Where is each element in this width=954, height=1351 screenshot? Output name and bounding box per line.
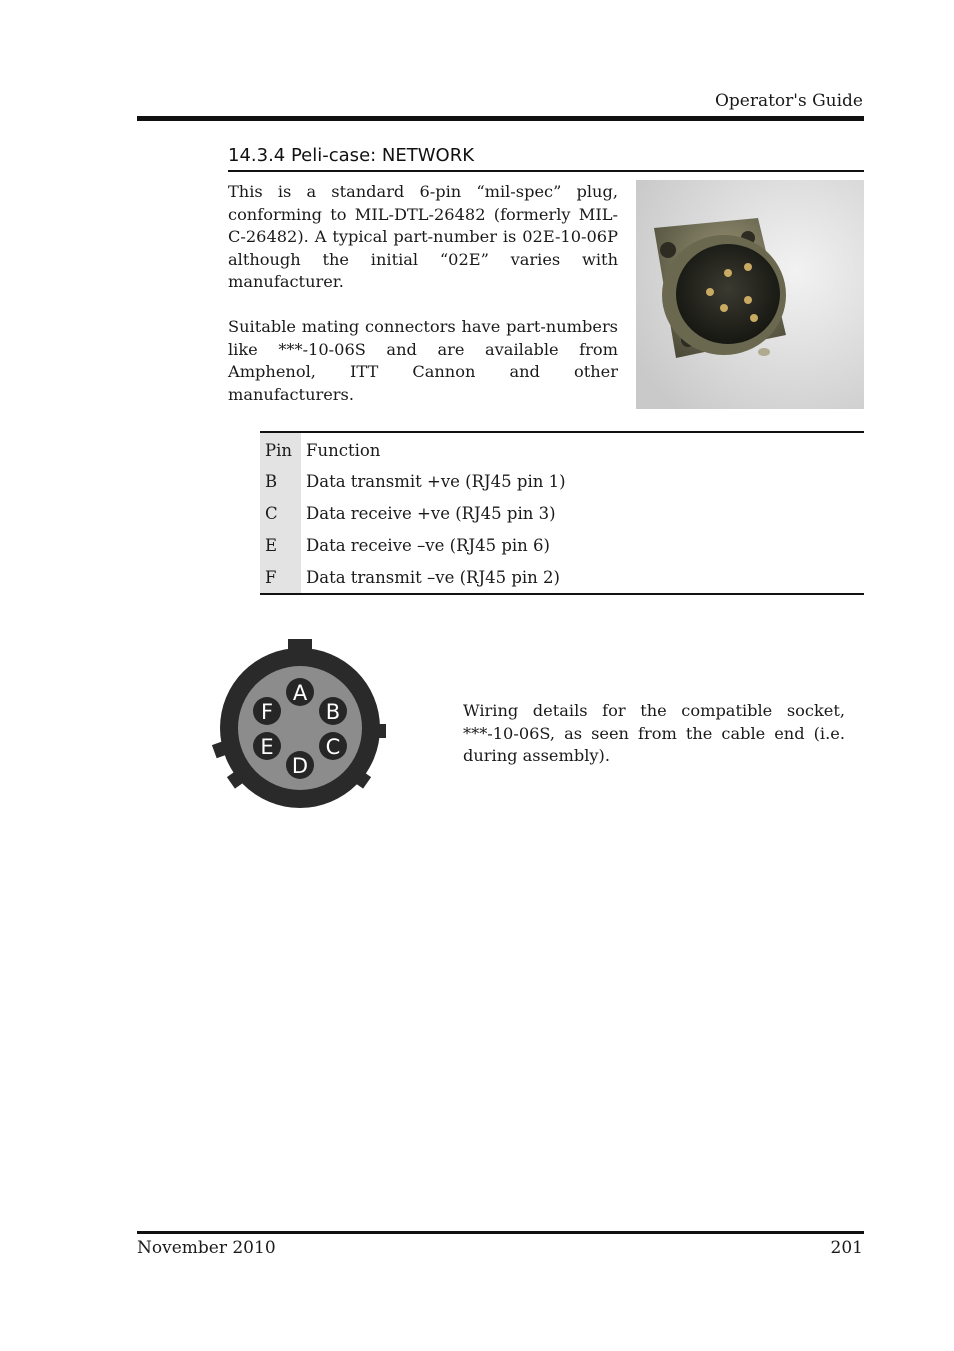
function-cell: Data receive +ve (RJ45 pin 3) <box>306 503 556 523</box>
table-header-row <box>260 433 864 465</box>
pin-label-c: C <box>325 735 341 759</box>
pin-label-d: D <box>291 754 309 778</box>
pin-cell: C <box>260 497 301 529</box>
pin-label-a: A <box>292 681 308 705</box>
table-row <box>260 561 864 593</box>
diagram-caption: Wiring details for the compatible socket, ***-10-06S, as seen from the cable end (i.e. during assembly). <box>463 701 845 766</box>
pin-cell: F <box>260 561 301 593</box>
footer-rule <box>137 1231 864 1234</box>
pin-cell: E <box>260 529 301 561</box>
pin-label-b: B <box>325 700 341 724</box>
running-header: Operator's Guide <box>714 91 863 111</box>
function-cell: Data receive –ve (RJ45 pin 6) <box>306 535 550 555</box>
table-row <box>260 465 864 497</box>
header-rule <box>137 116 864 121</box>
pin-label-f: F <box>260 700 274 724</box>
function-cell: Data transmit +ve (RJ45 pin 1) <box>306 471 566 491</box>
page-number: 201 <box>830 1238 863 1258</box>
section-rule <box>228 170 864 172</box>
pin-column-header: Pin <box>260 433 301 465</box>
function-column-header: Function <box>306 440 381 460</box>
socket-pinout-diagram <box>210 636 390 812</box>
section-title: 14.3.4 Peli-case: NETWORK <box>228 145 475 166</box>
function-cell: Data transmit –ve (RJ45 pin 2) <box>306 567 560 587</box>
mating-connectors-paragraph: Suitable mating connectors have part-numbers like ***-10-06S and are available from Amphenol, ITT Cannon and other manufacturers. <box>228 317 618 404</box>
connector-photo <box>636 180 864 409</box>
pin-label-e: E <box>260 735 274 759</box>
pin-function-table <box>260 431 864 595</box>
table-row <box>260 529 864 561</box>
intro-paragraph: This is a standard 6-pin “mil-spec” plug, conforming to MIL-DTL-26482 (formerly MIL-C-26482). A typical part-number is 02E-10-06P although the initial “02E” varies with manufacturer. <box>228 182 618 292</box>
table-row <box>260 497 864 529</box>
pin-cell: B <box>260 465 301 497</box>
footer-date: November 2010 <box>137 1238 276 1258</box>
